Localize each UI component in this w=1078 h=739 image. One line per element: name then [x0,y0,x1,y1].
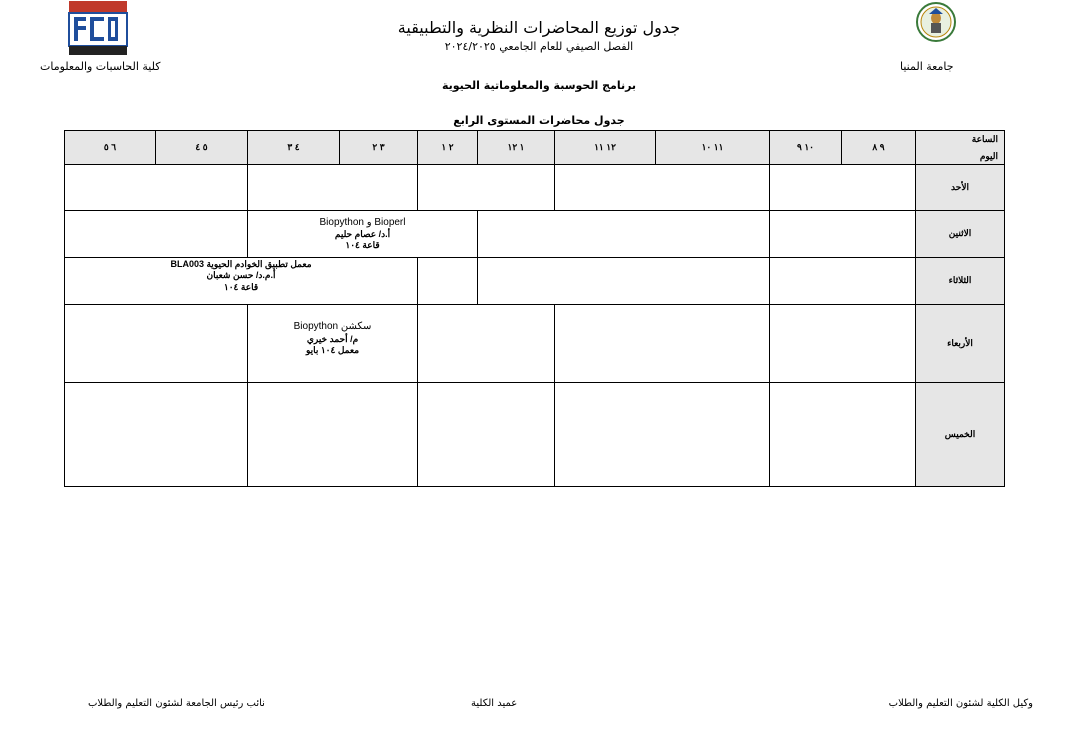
course-name: Bioperl و Biopython [319,216,406,228]
signature-vice-dean: وكيل الكلية لشئون التعليم والطلاب [888,698,1033,709]
empty-cell [418,165,555,211]
empty-cell [555,305,770,383]
university-name: جامعة المنيا [900,60,954,73]
empty-cell [65,211,248,258]
day-wednesday: الأربعاء [916,305,1005,383]
room-name: معمل ١٠٤ بايو [305,344,360,355]
table-row [65,165,1005,211]
empty-cell [555,383,770,487]
instructor-name: م/ أحمد خيري [306,333,359,344]
empty-cell [418,305,555,383]
room-name: قاعة ١٠٤ [345,240,380,251]
signature-dean: عميد الكلية [471,698,518,709]
corner-header [916,131,1005,165]
empty-cell [770,305,916,383]
time-slot-header: ٢ ١ [418,131,478,165]
room-name: قاعة ١٠٤ [223,281,259,292]
time-slot-header: ٣ ٢ [340,131,418,165]
time-slot-header: ١٢ ١١ [555,131,656,165]
header-row [65,131,1005,165]
course-name: معمل تطبيق الخوادم الحيوية BLA003 [170,259,312,269]
empty-cell [478,258,770,305]
empty-cell [770,211,916,258]
table-row [65,305,1005,383]
table-title: جدول محاضرات المستوى الرابع [453,114,625,127]
day-thursday: الخميس [916,383,1005,487]
time-slot-header: ١٠ ٩ [770,131,842,165]
day-label: اليوم [979,150,998,161]
empty-cell [555,165,770,211]
semester-subtitle: الفصل الصيفي للعام الجامعي ٢٠٢٤/٢٠٢٥ [444,40,634,53]
empty-cell [248,383,418,487]
table-row [65,383,1005,487]
instructor-name: أ.م.د/ حسن شعبان [206,270,276,281]
empty-cell [770,383,916,487]
day-monday: الاثنين [916,211,1005,258]
empty-cell [418,383,555,487]
empty-cell [65,165,248,211]
hour-label: الساعة [971,134,998,144]
page-title: جدول توزيع المحاضرات النظرية والتطبيقية [397,18,681,37]
empty-cell [248,165,418,211]
empty-cell [770,258,916,305]
table-row [65,211,1005,258]
monday-session-cell [248,211,478,258]
signature-vice-president: نائب رئيس الجامعة لشئون التعليم والطلاب [88,698,265,709]
time-slot-header: ١١ ١٠ [656,131,770,165]
empty-cell [418,258,478,305]
program-name: برنامج الحوسبة والمعلوماتية الحيوية [441,79,637,92]
tuesday-session-cell [65,258,418,305]
course-name: سكشن Biopython [293,321,372,332]
time-slot-header: ٩ ٨ [842,131,916,165]
table-row [65,258,1005,305]
time-slot-header: ٤ ٣ [248,131,340,165]
schedule-table [64,130,1005,487]
faculty-name: كلية الحاسبات والمعلومات [40,60,161,73]
instructor-name: أ.د/ عصام حليم [334,229,391,239]
day-sunday: الأحد [916,165,1005,211]
time-slot-header: ١ ١٢ [478,131,555,165]
time-slot-header: ٥ ٤ [156,131,248,165]
empty-cell [770,165,916,211]
empty-cell [478,211,770,258]
empty-cell [65,383,248,487]
empty-cell [65,305,248,383]
time-slot-header: ٦ ٥ [65,131,156,165]
wednesday-session-cell [248,305,418,383]
day-tuesday: الثلاثاء [916,258,1005,305]
